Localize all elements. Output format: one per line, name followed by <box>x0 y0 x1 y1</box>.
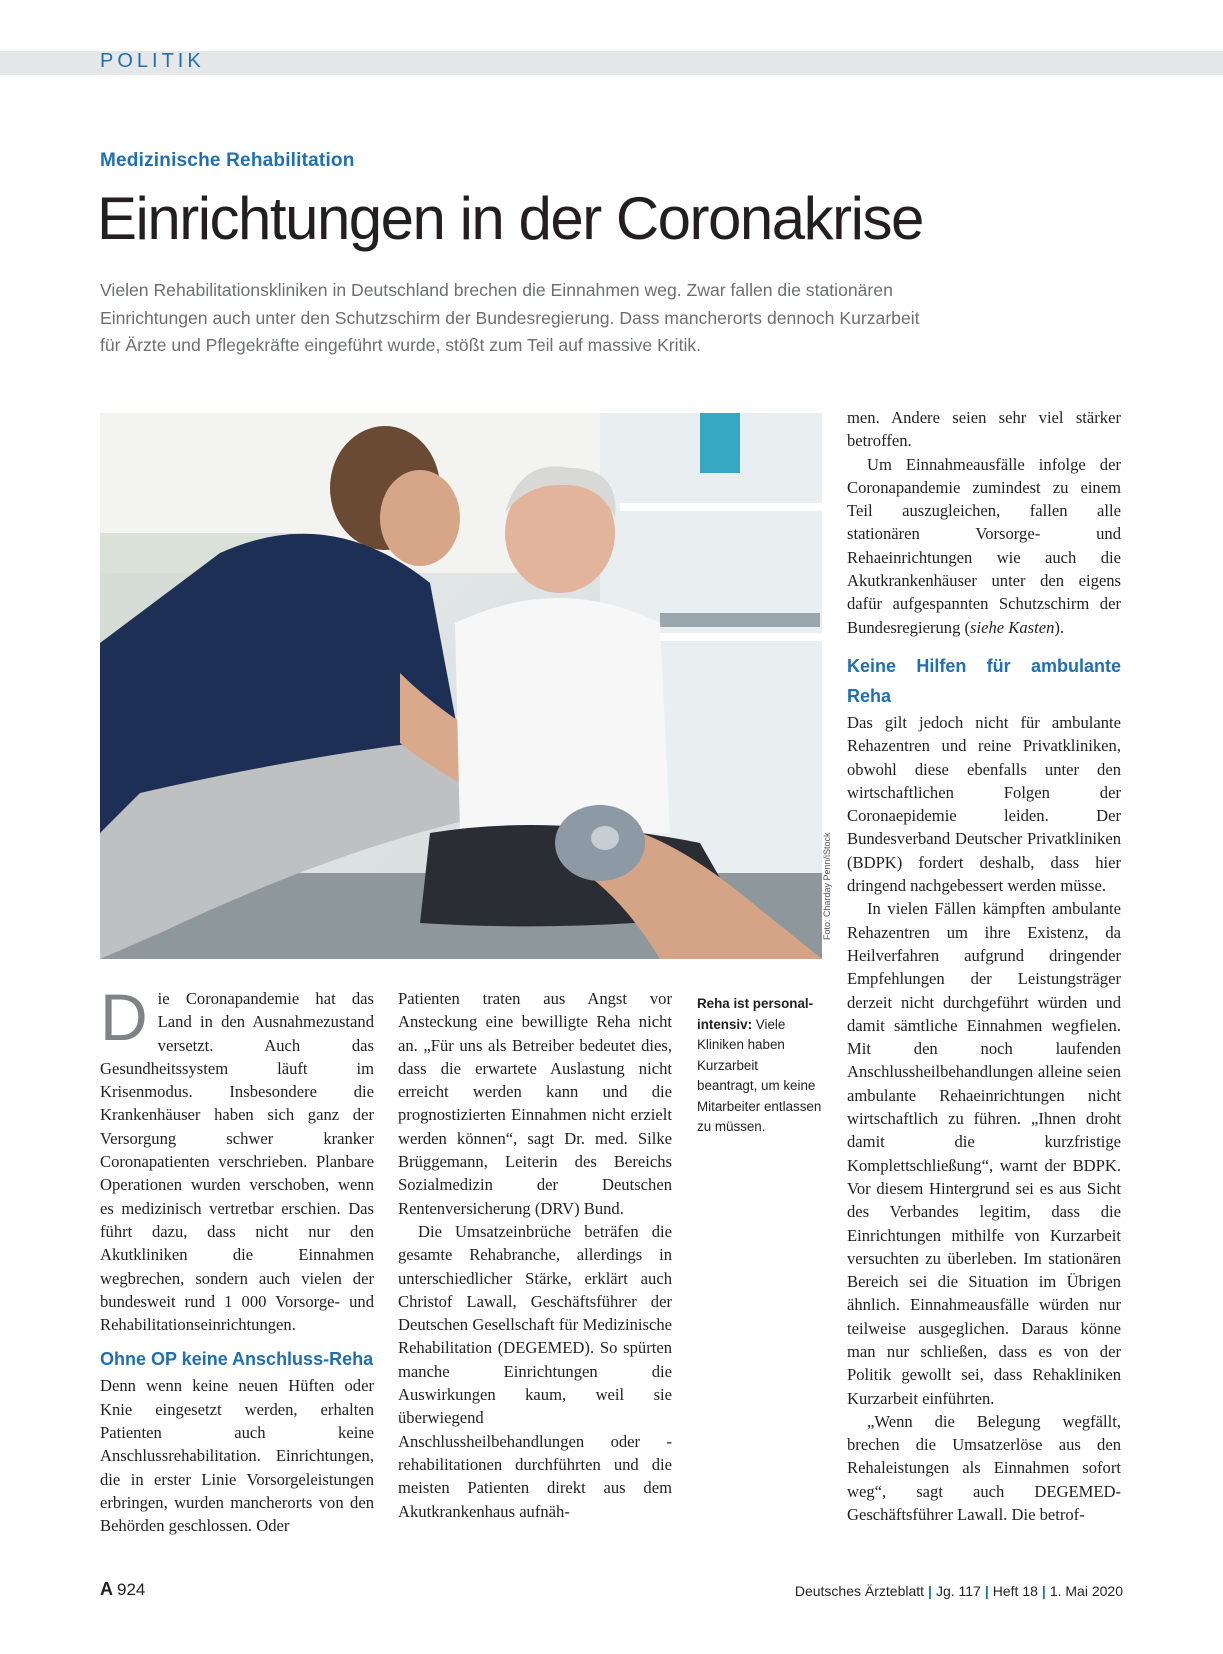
paragraph-text: ). <box>1054 617 1065 637</box>
photo-caption <box>697 994 822 1138</box>
page-number <box>100 1579 145 1600</box>
physiotherapy-photo-illustration <box>100 413 822 959</box>
body-paragraph: „Wenn die Belegung wegfällt, brechen die Umsatzerlöse aus den Rehaleistungen als Einnahmen sofort weg“, sagt auch DEGEMED-Geschäftsführer Lawall. Die betrof- <box>847 1411 1121 1525</box>
cross-reference: siehe Kasten <box>970 617 1055 637</box>
caption-text: Viele Kliniken haben Kurzarbeit beantragt, um keine Mitarbeiter entlassen zu müssen. <box>697 1016 822 1134</box>
article-column-2 <box>398 987 672 1523</box>
article-photo <box>100 413 822 959</box>
drop-cap: D <box>100 980 148 1054</box>
journal-name: Deutsches Ärzteblatt <box>794 1583 925 1599</box>
section-label: POLITIK <box>100 50 205 72</box>
article-column-1 <box>100 980 374 1538</box>
lead-line: Vielen Rehabilitationskliniken in Deutschland brechen die Einnahmen weg. Zwar fallen die stationären <box>100 280 893 300</box>
paragraph-text: Um Einnahmeausfälle infolge der Coronapandemie zumindest zu einem Teil auszugleichen, fallen alle stationären Vorsorge- und Rehaeinrichtungen wie auch die Akutkrankenhäuser unter den eigens dafür aufgespannten Schutzschirm der Bundesregierung ( <box>847 454 1121 637</box>
volume: Jg. 117 <box>935 1583 981 1599</box>
subhead-keine-hilfen: Keine Hilfen für ambulante Reha <box>847 655 1121 706</box>
body-paragraph: In vielen Fällen kämpften ambulante Rehazentren um ihre Existenz, da Heilverfahren aufgrund dringender Empfehlungen der Leistungsträger derzeit nicht durchgeführt würden und damit sämtliche Einnahmen wegfielen. Mit den noch laufenden Anschlussheilbehandlungen alleine seien ambulante Rehaeinrichtungen nicht wirtschaftlich zu führen. „Ihnen droht damit die kurzfristige Komplettschließung“, warnt der BDPK. Vor diesem Hintergrund sei es aus Sicht des Verbandes legitim, dass die Einrichtungen mithilfe von Kurzarbeit versuchten zu überleben. Im stationären Bereich sei die Situation im Übrigen ähnlich. Einnahmeausfälle würden nur teilweise ausgeglichen. Daraus könne man nur schließen, dass es von der Politik gewollt sei, dass Rehakliniken Kurzarbeit einführten. <box>847 899 1121 1408</box>
lead-line: für Ärzte und Pflegekräfte eingeführt wurde, stößt zum Teil auf massive Kritik. <box>100 335 702 355</box>
paragraph-text: ie Coronapandemie hat das Land in den Ausnahmezustand versetzt. Auch das Gesundheitssystem läuft im Krisenmodus. Insbesondere die Krankenhäuser haben sich ganz der Versorgung schwer kranker Coronapatienten verschrieben. Planbare Operationen wurden verschoben, wenn es medizinisch vertretbar erschien. Das führt dazu, dass nicht nur den Akutkliniken die Einnahmen wegbrechen, sondern auch vielen der bundesweit rund 1 000 Vorsorge- und Rehabilitationseinrichtungen. <box>100 989 374 1335</box>
body-paragraph: Denn wenn keine neuen Hüften oder Knie eingesetzt werden, erhalten Patienten auch keine Anschlussrehabilitation. Einrichtungen, die in erster Linie Vorsorgeleistungen erbringen, wurden mancherorts von den Behörden geschlossen. Oder <box>100 1376 374 1536</box>
article-lead <box>100 277 1040 360</box>
caption-lead: Reha ist personal-intensiv: <box>697 996 814 1032</box>
body-paragraph <box>847 453 1121 639</box>
issue-date: 1. Mai 2020 <box>1049 1583 1123 1599</box>
body-paragraph: Die Umsatzeinbrüche beträfen die gesamte Rehabranche, allerdings in unterschiedlicher Stärke, erklärt auch Christof Lawall, Geschäftsführer der Deutschen Gesellschaft für Medizinische Rehabilitation (DEGEMED). So spürten manche Einrichtungen die Auswirkungen kaum, weil sie überwiegend Anschlussheilbehandlungen oder -rehabilitationen durchführten und die meisten Patienten direkt aus dem Akutkrankenhaus aufnäh- <box>398 1221 672 1521</box>
issue: Heft 18 <box>992 1583 1038 1599</box>
body-paragraph: Patienten traten aus Angst vor Ansteckung eine bewilligte Reha nicht an. „Für uns als Betreiber bedeutet dies, dass die erwartete Auslastung nicht erreicht werden kann und die prognostizierten Einnahmen nicht erzielt werden können“, sagt Dr. med. Silke Brüggemann, Leiterin des Bereichs Sozialmedizin der Deutschen Rentenversicherung (DRV) Bund. <box>398 989 672 1218</box>
page-number-value: 924 <box>117 1580 146 1599</box>
body-paragraph: men. Andere seien sehr viel stärker betroffen. <box>847 408 1121 451</box>
subhead-ohne-op: Ohne OP keine Anschluss-Reha <box>100 1349 374 1370</box>
body-paragraph: Das gilt jedoch nicht für ambulante Rehazentren und reine Privatkliniken, obwohl diese ebenfalls unter den wirtschaftlichen Folgen der Coronaepidemie leiden. Der Bundesverband Deutscher Privatkliniken (BDPK) fordert deshalb, dass hier dringend nachgebessert werden müsse. <box>847 712 1121 896</box>
page-prefix: A <box>100 1579 113 1599</box>
article-kicker: Medizinische Rehabilitation <box>100 150 355 171</box>
article-column-3 <box>847 406 1121 1526</box>
lead-line: Einrichtungen auch unter den Schutzschirm der Bundesregierung. Dass mancherorts dennoch Kurzarbeit <box>100 307 920 328</box>
photo-credit: Foto: Charday Penn/iStock <box>822 832 832 940</box>
body-paragraph <box>100 980 374 1336</box>
publication-info: Deutsches Ärzteblatt | Jg. 117 | Heft 18 | 1. Mai 2020 <box>794 1583 1123 1599</box>
article-headline: Einrichtungen in der Coronakrise <box>97 185 923 252</box>
